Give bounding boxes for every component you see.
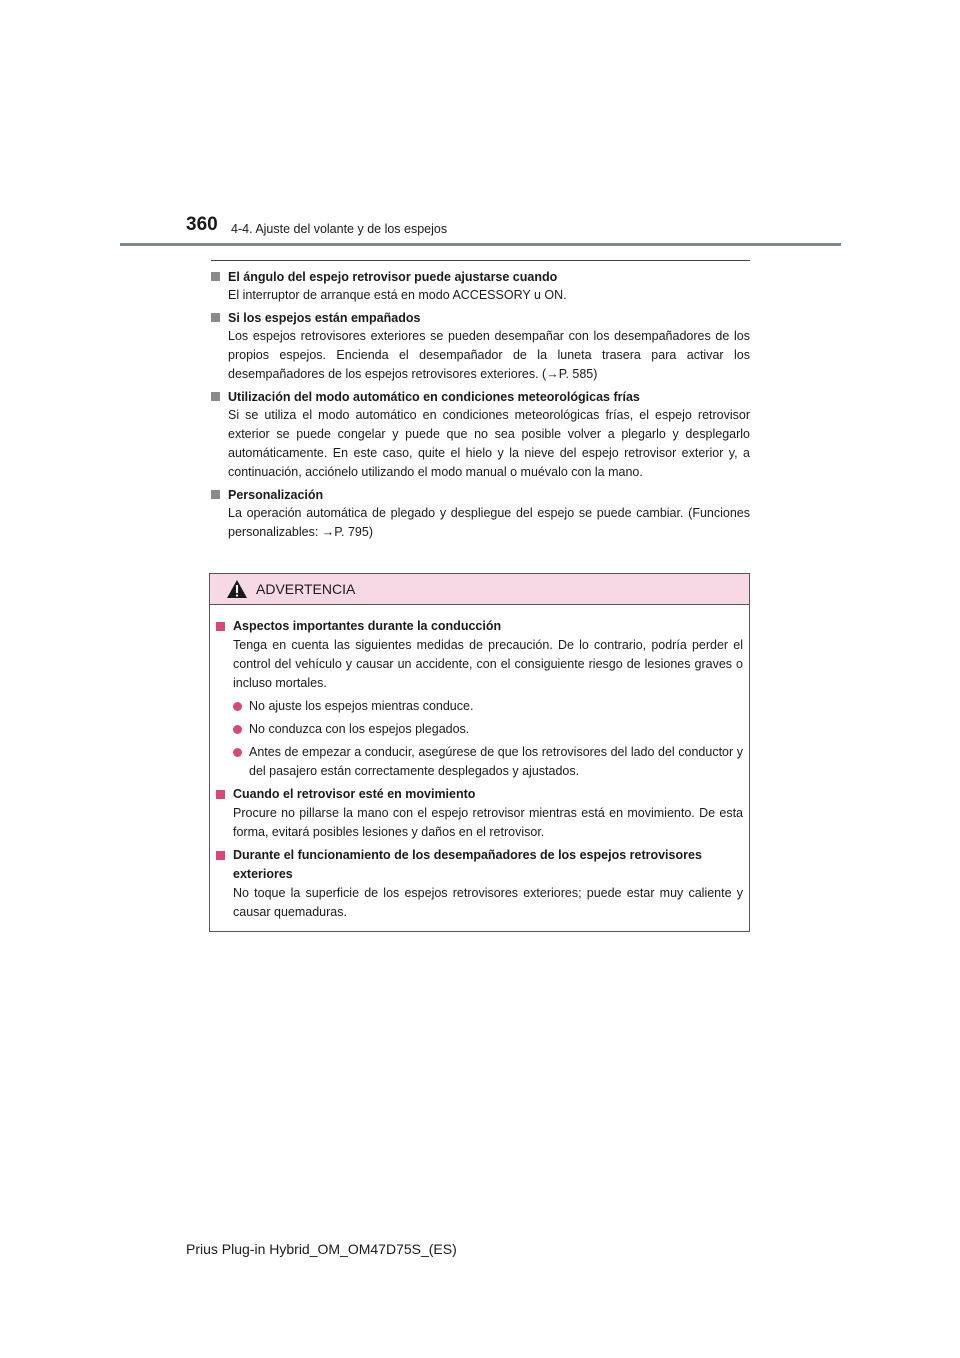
footer-document-id: Prius Plug-in Hybrid_OM_OM47D75S_(ES) [186, 1241, 457, 1257]
info-item [211, 268, 750, 305]
info-item-body: Los espejos retrovisores exteriores se pueden desempañar con los desempañadores de los propios espejos. Encienda el desempañador de la luneta trasera para activar los desempañadores de los espejos retrovisores exteriores. (→P. 585) [228, 329, 750, 381]
square-bullet-icon [216, 790, 225, 799]
warning-section [216, 846, 743, 922]
warning-section-title: Aspectos importantes durante la conducción [216, 617, 743, 636]
header-rule [120, 243, 841, 246]
info-item-body: Si se utiliza el modo automático en condiciones meteorológicas frías, el espejo retrovisor exterior se puede congelar y puede que no sea posible volver a plegarlo y desplegarlo automáticamente. En este caso, quite el hielo y la nieve del espejo retrovisor exterior y, a continuación, acciónelo utilizando el modo manual o muévalo con la mano. [228, 408, 750, 479]
info-item [211, 388, 750, 482]
warning-header [210, 574, 749, 605]
info-item [211, 486, 750, 542]
square-bullet-icon [216, 851, 225, 860]
warning-section-body: Tenga en cuenta las siguientes medidas de precaución. De lo contrario, podría perder el control del vehículo y causar un accidente, con el consiguiente riesgo de lesiones graves o incluso mortales. [233, 638, 743, 690]
info-item-title: Si los espejos están empañados [211, 309, 750, 327]
square-bullet-icon [216, 622, 225, 631]
round-bullet-icon [233, 725, 242, 734]
info-items [211, 268, 750, 546]
warning-bullet: No conduzca con los espejos plegados. [216, 720, 743, 739]
info-item [211, 309, 750, 384]
warning-bullet: Antes de empezar a conducir, asegúrese de que los retrovisores del lado del conductor y del pasajero están correctamente desplegados y ajustados. [216, 743, 743, 781]
warning-section-title: Durante el funcionamiento de los desempañadores de los espejos retrovisores exteriores [216, 846, 743, 884]
warning-section-title: Cuando el retrovisor esté en movimiento [216, 785, 743, 804]
info-item-title: El ángulo del espejo retrovisor puede ajustarse cuando [211, 268, 750, 286]
round-bullet-icon [233, 748, 242, 757]
warning-section-body: No toque la superficie de los espejos retrovisores exteriores; puede estar muy caliente y causar quemaduras. [233, 886, 743, 919]
warning-content [210, 605, 749, 922]
warning-bullet: No ajuste los espejos mientras conduce. [216, 697, 743, 716]
info-item-title: Personalización [211, 486, 750, 504]
section-title: 4-4. Ajuste del volante y de los espejos [231, 222, 448, 236]
square-bullet-icon [211, 392, 220, 401]
content-top-rule [211, 260, 750, 261]
info-item-body: La operación automática de plegado y despliegue del espejo se puede cambiar. (Funciones personalizables: →P. 795) [228, 506, 750, 539]
round-bullet-icon [233, 702, 242, 711]
warning-section [216, 785, 743, 842]
warning-box [209, 573, 750, 932]
warning-section [216, 617, 743, 781]
warning-section-body: Procure no pillarse la mano con el espejo retrovisor mientras está en movimiento. De esta forma, evitará posibles lesiones y daños en el retrovisor. [233, 806, 743, 839]
warning-triangle-icon [226, 579, 248, 599]
warning-title: ADVERTENCIA [256, 581, 356, 597]
square-bullet-icon [211, 313, 220, 322]
page-number: 360 [186, 214, 218, 235]
square-bullet-icon [211, 490, 220, 499]
info-item-body: El interruptor de arranque está en modo ACCESSORY u ON. [228, 288, 567, 302]
square-bullet-icon [211, 272, 220, 281]
info-item-title: Utilización del modo automático en condiciones meteorológicas frías [211, 388, 750, 406]
